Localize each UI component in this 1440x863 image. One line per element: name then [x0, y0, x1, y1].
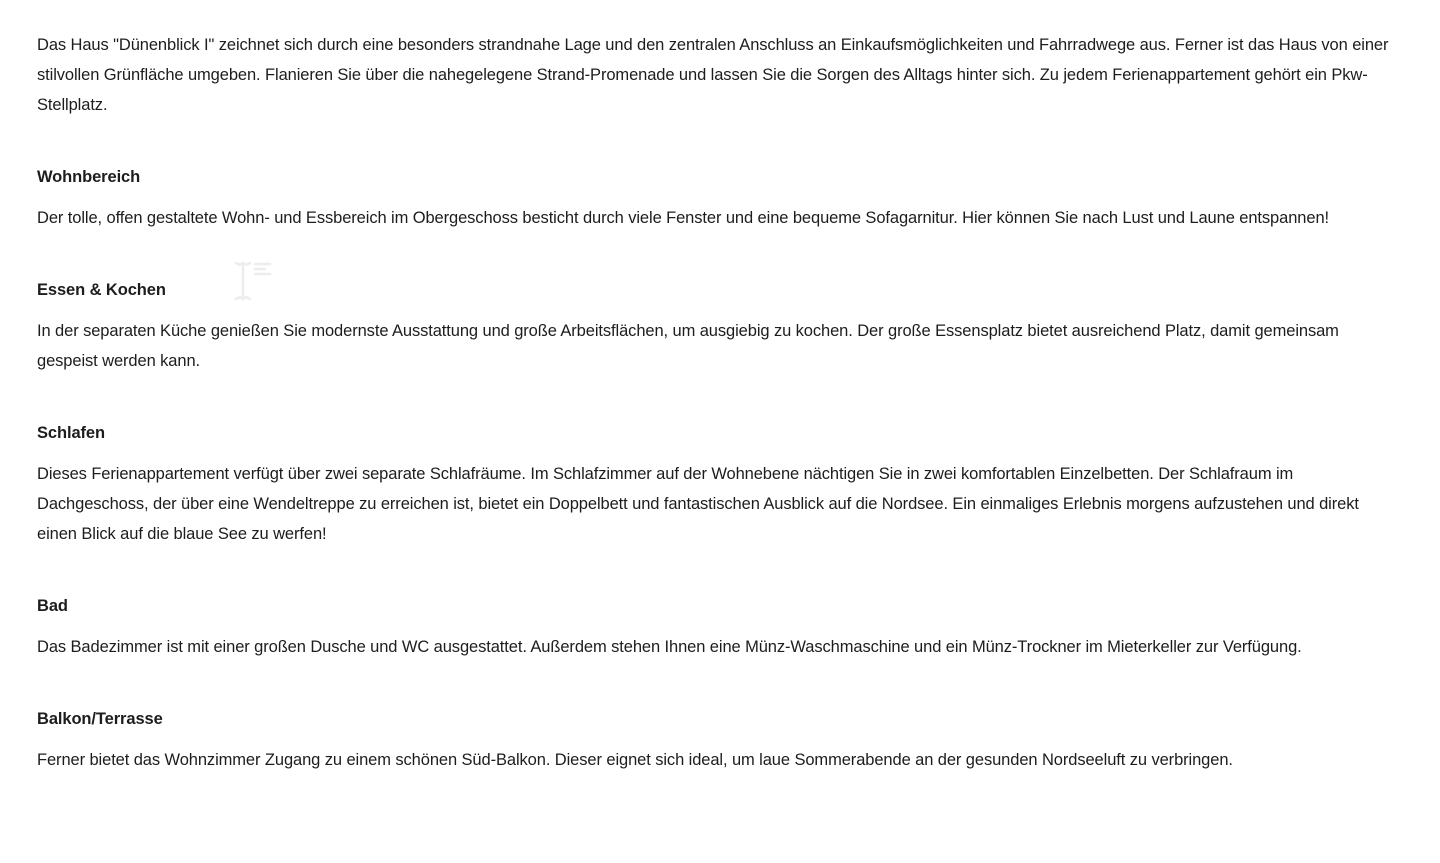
section-paragraph-bad: Das Badezimmer ist mit einer großen Dusche und WC ausgestattet. Außerdem stehen Ihnen eine Münz-Waschmaschine und ein Münz-Trockner im Mieterkeller zur Verfügung.: [37, 638, 1302, 656]
section-heading-schlafen: Schlafen: [37, 424, 105, 442]
section-paragraph-schlafen: Dieses Ferienappartement verfügt über zwei separate Schlafräume. Im Schlafzimmer auf der Wohnebene nächtigen Sie in zwei komfortablen Einzelbetten. Der Schlafraum im Dachgeschoss, der über eine Wendeltreppe zu erreichen ist, bietet ein Doppelbett und fantastischen Ausblick auf die Nordsee. Ein einmaliges Erlebnis morgens aufzustehen und direkt einen Blick auf die blaue See zu werfen!: [37, 465, 1359, 543]
section-paragraph-essen-kochen: In der separaten Küche genießen Sie modernste Ausstattung und große Arbeitsflächen, um ausgiebig zu kochen. Der große Essensplatz bietet ausreichend Platz, damit gemeinsam gespeist werden kann.: [37, 322, 1339, 370]
section-heading-balkon-terrasse: Balkon/Terrasse: [37, 710, 163, 728]
section-heading-bad: Bad: [37, 597, 68, 615]
section-heading-wohnbereich: Wohnbereich: [37, 168, 141, 186]
section-paragraph-balkon-terrasse: Ferner bietet das Wohnzimmer Zugang zu einem schönen Süd-Balkon. Dieser eignet sich ideal, um laue Sommerabende an der gesunden Nordseeluft zu verbringen.: [37, 751, 1233, 769]
section-heading-essen-kochen: Essen & Kochen: [37, 281, 166, 299]
section-paragraph-wohnbereich: Der tolle, offen gestaltete Wohn- und Essbereich im Obergeschoss besticht durch viele Fenster und eine bequeme Sofagarnitur. Hier können Sie nach Lust und Laune entspannen!: [37, 209, 1330, 227]
intro-paragraph: Das Haus "Dünenblick I" zeichnet sich durch eine besonders strandnahe Lage und den zentralen Anschluss an Einkaufsmöglichkeiten und Fahrradwege aus. Ferner ist das Haus von einer stilvollen Grünfläche umgeben. Flanieren Sie über die nahegelegene Strand-Promenade und lassen Sie die Sorgen des Alltags hinter sich. Zu jedem Ferienappartement gehört ein Pkw-Stellplatz.: [37, 36, 1389, 114]
